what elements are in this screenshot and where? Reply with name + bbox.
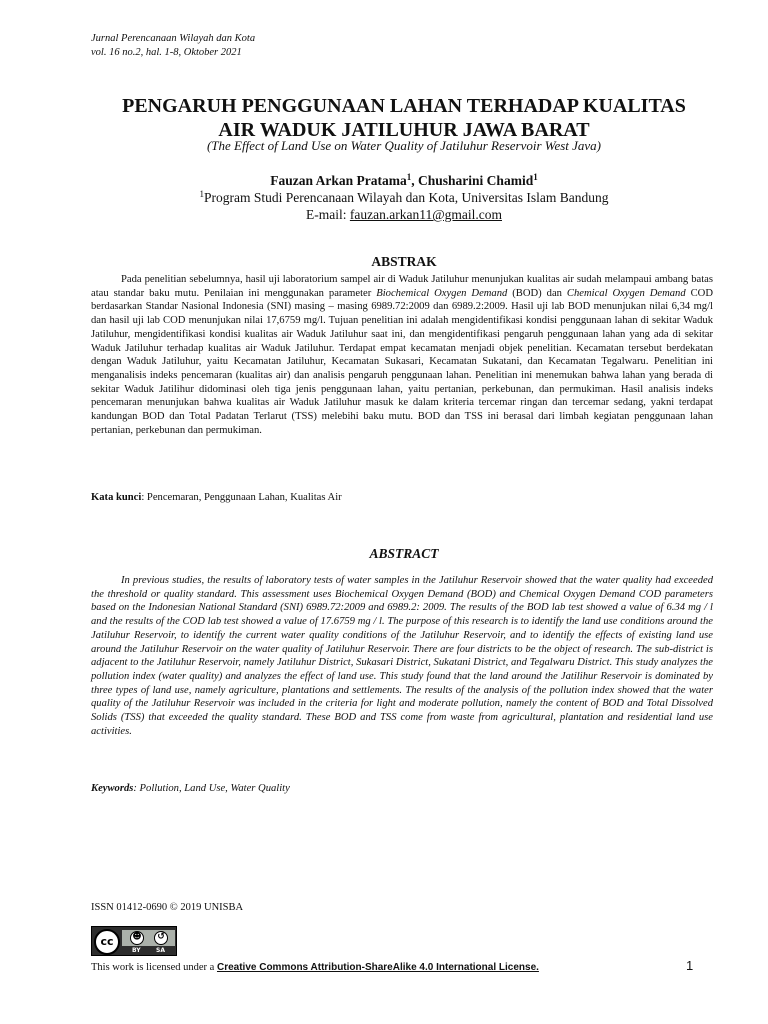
kata-kunci-label: Kata kunci xyxy=(91,492,142,503)
license-prefix: This work is licensed under a xyxy=(91,962,217,973)
license-link[interactable]: Creative Commons Attribution-ShareAlike 4.0 International License. xyxy=(216,962,539,973)
paper-english-title: (The Effect of Land Use on Water Quality of Jatiluhur Reservoir West Java) xyxy=(206,138,602,153)
abstract-heading: ABSTRACT xyxy=(369,546,439,561)
cc-sa-label: SA xyxy=(156,947,165,954)
license-line xyxy=(91,962,539,973)
abstrak-heading: ABSTRAK xyxy=(371,254,437,269)
email-label: E-mail: xyxy=(306,207,350,222)
journal-volume: vol. 16 no.2, hal. 1-8, Oktober 2021 xyxy=(91,47,242,58)
abstrak-term-cod: Chemical Oxygen Demand xyxy=(566,287,686,299)
author-separator: , xyxy=(411,173,419,188)
author-email xyxy=(60,206,748,223)
kata-kunci xyxy=(91,491,713,505)
kata-kunci-list: : Pencemaran, Penggunaan Lahan, Kualitas Air xyxy=(141,492,342,503)
paper-title-line-1: PENGARUH PENGGUNAAN LAHAN TERHADAP KUALITAS xyxy=(122,95,686,117)
keywords-label: Keywords xyxy=(91,783,134,794)
issn-line: ISSN 01412-0690 © 2019 UNISBA xyxy=(91,902,244,913)
page-number: 1 xyxy=(686,958,694,973)
author-2: Chusharini Chamid xyxy=(418,173,534,188)
author-1-affiliation-mark: 1 xyxy=(406,172,412,182)
journal-name: Jurnal Perencanaan Wilayah dan Kota xyxy=(91,33,256,44)
abstrak-term-bod: Biochemical Oxygen Demand xyxy=(376,287,508,299)
keywords-list: : Pollution, Land Use, Water Quality xyxy=(133,783,290,794)
author-1: Fauzan Arkan Pratama xyxy=(270,173,407,188)
share-alike-icon: ↺ xyxy=(154,931,168,945)
paper-title xyxy=(60,94,748,142)
paper-title-line-2: AIR WADUK JATILUHUR JAWA BARAT xyxy=(218,119,590,141)
author-list xyxy=(60,172,748,189)
abstrak-paragraph xyxy=(91,273,713,437)
abstrak-text-part-3: COD berdasarkan Standar Nasional Indonesia (SNI) masing – masing 6989.72:2009 dan 6989.2:2009. Hasil uji lab BOD menunjukan nilai 6,34 mg/l dan hasil uji lab COD menunjukan nilai 17,6759 mg/l. Tujuan penelitian ini adalah mengidentifikasi kondisi penggunaan lahan di sekitar Waduk Jatiluhur, mengidentifikasi kondisi kualitas air Waduk Jatiluhur saat ini, dan mengidentifikasi pengaruh penggunaan lahan yang ada di sekitar Waduk Jatiluhur terhadap kualitas air Waduk Jatiluhur. Terdapat empat kecamatan menjadi objek penelitian. Kecamatan tersebut berdekatan dengan Waduk Jatiluhur, yaitu Kecamatan Jatiluhur, Kecamatan Sukasari, Kecamatan Sukatani, dan Kecamatan Tegalwaru. Penelitian ini menganalisis indeks pencemaran (kualitas air) dan analisis pengaruh penggunaan lahan. Penelitian ini menemukan bahwa lahan yang berada di sekitar Waduk Jatilihur didominasi oleh tiga jenis penggunaan lahan, yaitu pertanian, perkebunan, dan permukiman. Hasil analisis indeks pencemaran menunjukan bahwa kualitas air Waduk Jatiluhur masuk ke dalam kriteria tercemar ringan dan tercemar sedang, yakni terdapat kandungan BOD dan Total Padatan Terlarut (TSS) melebihi baku mutu. BOD dan TSS ini berasal dari limbah kegiatan penggunaan lahan pertanian, perkebunan dan permukiman. xyxy=(91,287,713,436)
affiliation xyxy=(60,189,748,206)
abstrak-text-part-1: Pada penelitian sebelumnya, hasil uji laboratorium sampel air di Waduk Jatiluhur menunjukan kualitas air sudah melampaui ambang batas atau standar baku mutu. Penilaian ini menggunakan parameter xyxy=(91,274,713,299)
cc-logo-icon: cc xyxy=(94,929,120,955)
keywords xyxy=(91,782,713,796)
affiliation-mark: 1 xyxy=(199,189,204,199)
affiliation-text: Program Studi Perencanaan Wilayah dan Kota, Universitas Islam Bandung xyxy=(204,190,609,205)
abstrak-text-part-2: (BOD) dan xyxy=(507,287,567,299)
email-link[interactable]: fauzan.arkan11@gmail.com xyxy=(349,207,502,222)
author-2-affiliation-mark: 1 xyxy=(533,172,538,182)
attribution-person-icon: ☻ xyxy=(130,931,144,945)
creative-commons-by-sa-icon[interactable] xyxy=(91,926,177,956)
abstrak-body xyxy=(91,273,713,437)
journal-header xyxy=(91,32,255,60)
cc-by-label: BY xyxy=(132,947,141,954)
abstract-body xyxy=(91,574,713,738)
abstract-paragraph: In previous studies, the results of laboratory tests of water samples in the Jatiluhur Reservoir showed that the water quality had exceeded the threshold or quality standard. This assessment uses Biochemical Oxygen Demand (BOD) and Chemical Oxygen Demand COD parameters based on the Indonesian National Standard (SNI) 6989.72:2009 and 6989.2: 2009. The results of the BOD lab test showed a value of 6.34 mg / l and the results of the COD lab test showed a value of 17.6759 mg / l. The purpose of this research is to identify the land use conditions around the Jatiluhur Reservoir, to identify the current water quality conditions of the Jatiluhur Reservoir, and to identify the effects of existing land use around the Jatiluhur Reservoir on the water quality of Jatiluhur Reservoir. There are four districts to be the object of research. The sub-district is adjacent to the Jatiluhur Reservoir, namely Jatiluhur District, Sukasari District, Sukatani District, and Tegalwaru District. This study analyzes the pollution index (water quality) and analyzes the effect of land use. This study found that the land around the Jatilihur Reservoir is dominated by three types of land use, namely agriculture, plantations and settlements. The results of the analysis of the pollution index showed that the water quality of the Jatiluhur Reservoir was included in the criteria for light and moderate pollution, namely the content of BOD and Total Dissolved Solids (TSS) that exceeded the quality standard. These BOD and TSS come from waste from agricultural, plantation and residential land use activities. xyxy=(91,575,713,737)
